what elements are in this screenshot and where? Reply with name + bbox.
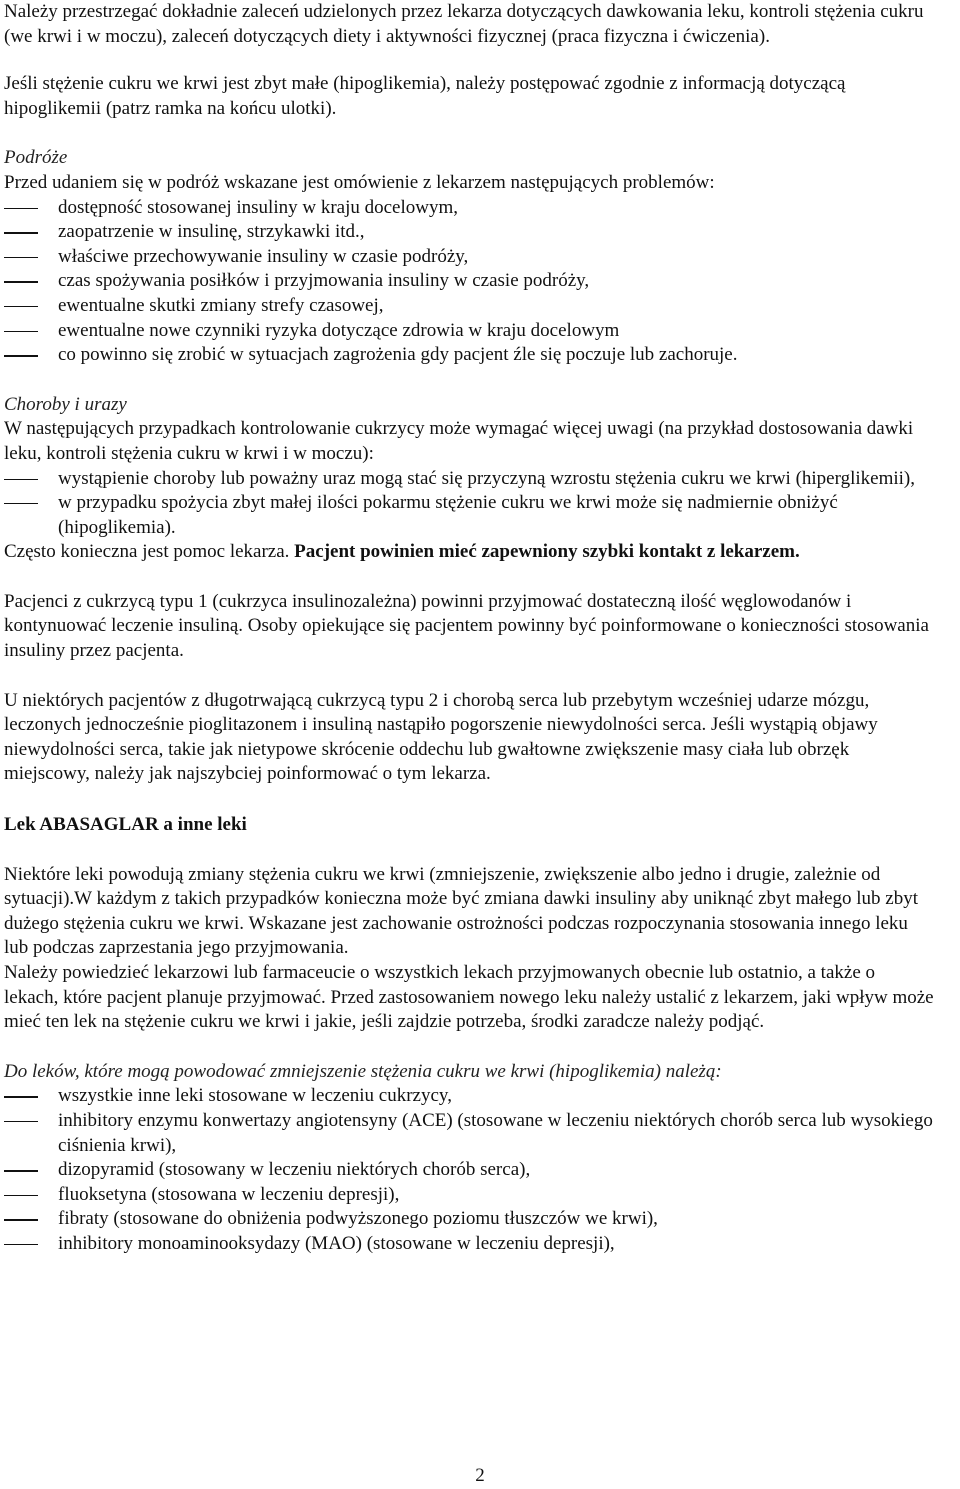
list-item: co powinno się zrobić w sytuacjach zagrożenia gdy pacjent źle się poczuje lub zachoruje.: [4, 343, 934, 368]
list-item: dizopyramid (stosowany w leczeniu niektórych chorób serca),: [4, 1158, 934, 1183]
type2-paragraph: U niektórych pacjentów z długotrwającą cukrzycą typu 2 i chorobą serca lub przebytym wcześniej udarze mózgu, leczonych jednocześnie pioglitazonem i insuliną nastąpiło pogorszenie niewydolności serca. Jeśli wystąpią objawy niewydolności serca, takie jak nietypowe skrócenie oddechu lub gwałtowne zwiększenie masy ciała lub obrzęk miejscowy, należy jak najszybciej poinformować o tym lekarza.: [4, 689, 878, 785]
list-item: fibraty (stosowane do obniżenia podwyższonego poziomu tłuszczów we krwi),: [4, 1207, 934, 1232]
type1-paragraph: Pacjenci z cukrzycą typu 1 (cukrzyca insulinozależna) powinni przyjmować dostateczną ilość węglowodanów i kontynuować leczenie insuliną. Osoby opiekujące się pacjentem powinny być poinformowane o konieczności stosowania insuliny przez pacjenta.: [4, 590, 929, 662]
other-meds-paragraph-1: Niektóre leki powodują zmiany stężenia cukru we krwi (zmniejszenie, zwiększenie albo jedno i drugie, zależnie od sytuacji).W każdym z takich przypadków konieczna może być zmiana dawki insuliny aby uniknąć zbyt małego lub zbyt dużego stężenia cukru we krwi. Wskazane jest zachowanie ostrożności podczas rozpoczynania stosowania innego leku lub podczas zaprzestania jego przyjmowania.: [4, 863, 918, 959]
document-page: [4, 0, 934, 1257]
list-item: właściwe przechowywanie insuliny w czasie podróży,: [4, 245, 934, 270]
illness-closing-emphasis: Pacjent powinien mieć zapewniony szybki kontakt z lekarzem.: [294, 541, 800, 563]
list-item: dostępność stosowanej insuliny w kraju docelowym,: [4, 196, 934, 221]
dash-bullet-icon: [4, 1121, 38, 1122]
illness-closing: [4, 540, 934, 565]
dash-bullet-icon: [4, 1219, 38, 1220]
list-item: wszystkie inne leki stosowane w leczeniu cukrzycy,: [4, 1084, 934, 1109]
travel-lead: Przed udaniem się w podróż wskazane jest omówienie z lekarzem następujących problemów:: [4, 171, 715, 193]
page-number: 2: [475, 1465, 485, 1486]
illness-lead: W następujących przypadkach kontrolowanie cukrzycy może wymagać więcej uwagi (na przykład dostosowania dawki leku, kontroli stężenia cukru w krwi i w moczu):: [4, 418, 914, 464]
dash-bullet-icon: [4, 503, 38, 504]
dash-bullet-icon: [4, 1096, 38, 1097]
intro-paragraph-hypoglycemia: Jeśli stężenie cukru we krwi jest zbyt małe (hipoglikemia), należy postępować zgodnie z informacją dotyczącą hipoglikemii (patrz ramka na końcu ulotki).: [4, 73, 846, 119]
intro-paragraph-dosage: Należy przestrzegać dokładnie zaleceń udzielonych przez lekarza dotyczących dawkowania leku, kontroli stężenia cukru (we krwi i w moczu), zaleceń dotyczących diety i aktywności fizycznej (praca fizyczna i ćwiczenia).: [4, 1, 924, 47]
dash-bullet-icon: [4, 331, 38, 332]
dash-bullet-icon: [4, 208, 38, 209]
hypo-meds-heading: Do leków, które mogą powodować zmniejszenie stężenia cukru we krwi (hipoglikemia) należą:: [4, 1060, 722, 1082]
dash-bullet-icon: [4, 1244, 38, 1245]
list-item: fluoksetyna (stosowana w leczeniu depresji),: [4, 1183, 934, 1208]
dash-bullet-icon: [4, 1170, 38, 1171]
dash-bullet-icon: [4, 281, 38, 282]
dash-bullet-icon: [4, 257, 38, 258]
list-item: ewentualne skutki zmiany strefy czasowej,: [4, 294, 934, 319]
list-item: zaopatrzenie w insulinę, strzykawki itd.,: [4, 220, 934, 245]
dash-bullet-icon: [4, 479, 38, 480]
travel-heading: Podróże: [4, 147, 68, 169]
illness-heading: Choroby i urazy: [4, 393, 127, 415]
dash-bullet-icon: [4, 232, 38, 233]
illness-closing-text: Często konieczna jest pomoc lekarza.: [4, 541, 295, 563]
dash-bullet-icon: [4, 306, 38, 307]
list-item: wystąpienie choroby lub poważny uraz mogą stać się przyczyną wzrostu stężenia cukru we krwi (hiperglikemii),: [4, 467, 934, 492]
travel-list: [4, 196, 934, 368]
other-meds-paragraph-2: Należy powiedzieć lekarzowi lub farmaceucie o wszystkich lekach przyjmowanych obecnie lub ostatnio, a także o lekach, które pacjent planuje przyjmować. Przed zastosowaniem nowego leku należy ustalić z lekarzem, jaki wpływ może mieć ten lek na stężenie cukru we krwi i jakie, jeśli zajdzie potrzeba, środki zaradcze należy podjąć.: [4, 962, 934, 1033]
illness-list: [4, 467, 934, 541]
list-item: w przypadku spożycia zbyt małej ilości pokarmu stężenie cukru we krwi może się nadmiernie obniżyć (hipoglikemia).: [4, 491, 934, 540]
dash-bullet-icon: [4, 355, 38, 356]
list-item: inhibitory monoaminooksydazy (MAO) (stosowane w leczeniu depresji),: [4, 1232, 934, 1257]
hypo-meds-list: [4, 1084, 934, 1256]
list-item: ewentualne nowe czynniki ryzyka dotyczące zdrowia w kraju docelowym: [4, 319, 934, 344]
list-item: inhibitory enzymu konwertazy angiotensyny (ACE) (stosowane w leczeniu niektórych chorób serca lub wysokiego ciśnienia krwi),: [4, 1109, 934, 1158]
section-title-other-meds: Lek ABASAGLAR a inne leki: [4, 814, 247, 836]
dash-bullet-icon: [4, 1195, 38, 1196]
list-item: czas spożywania posiłków i przyjmowania insuliny w czasie podróży,: [4, 269, 934, 294]
